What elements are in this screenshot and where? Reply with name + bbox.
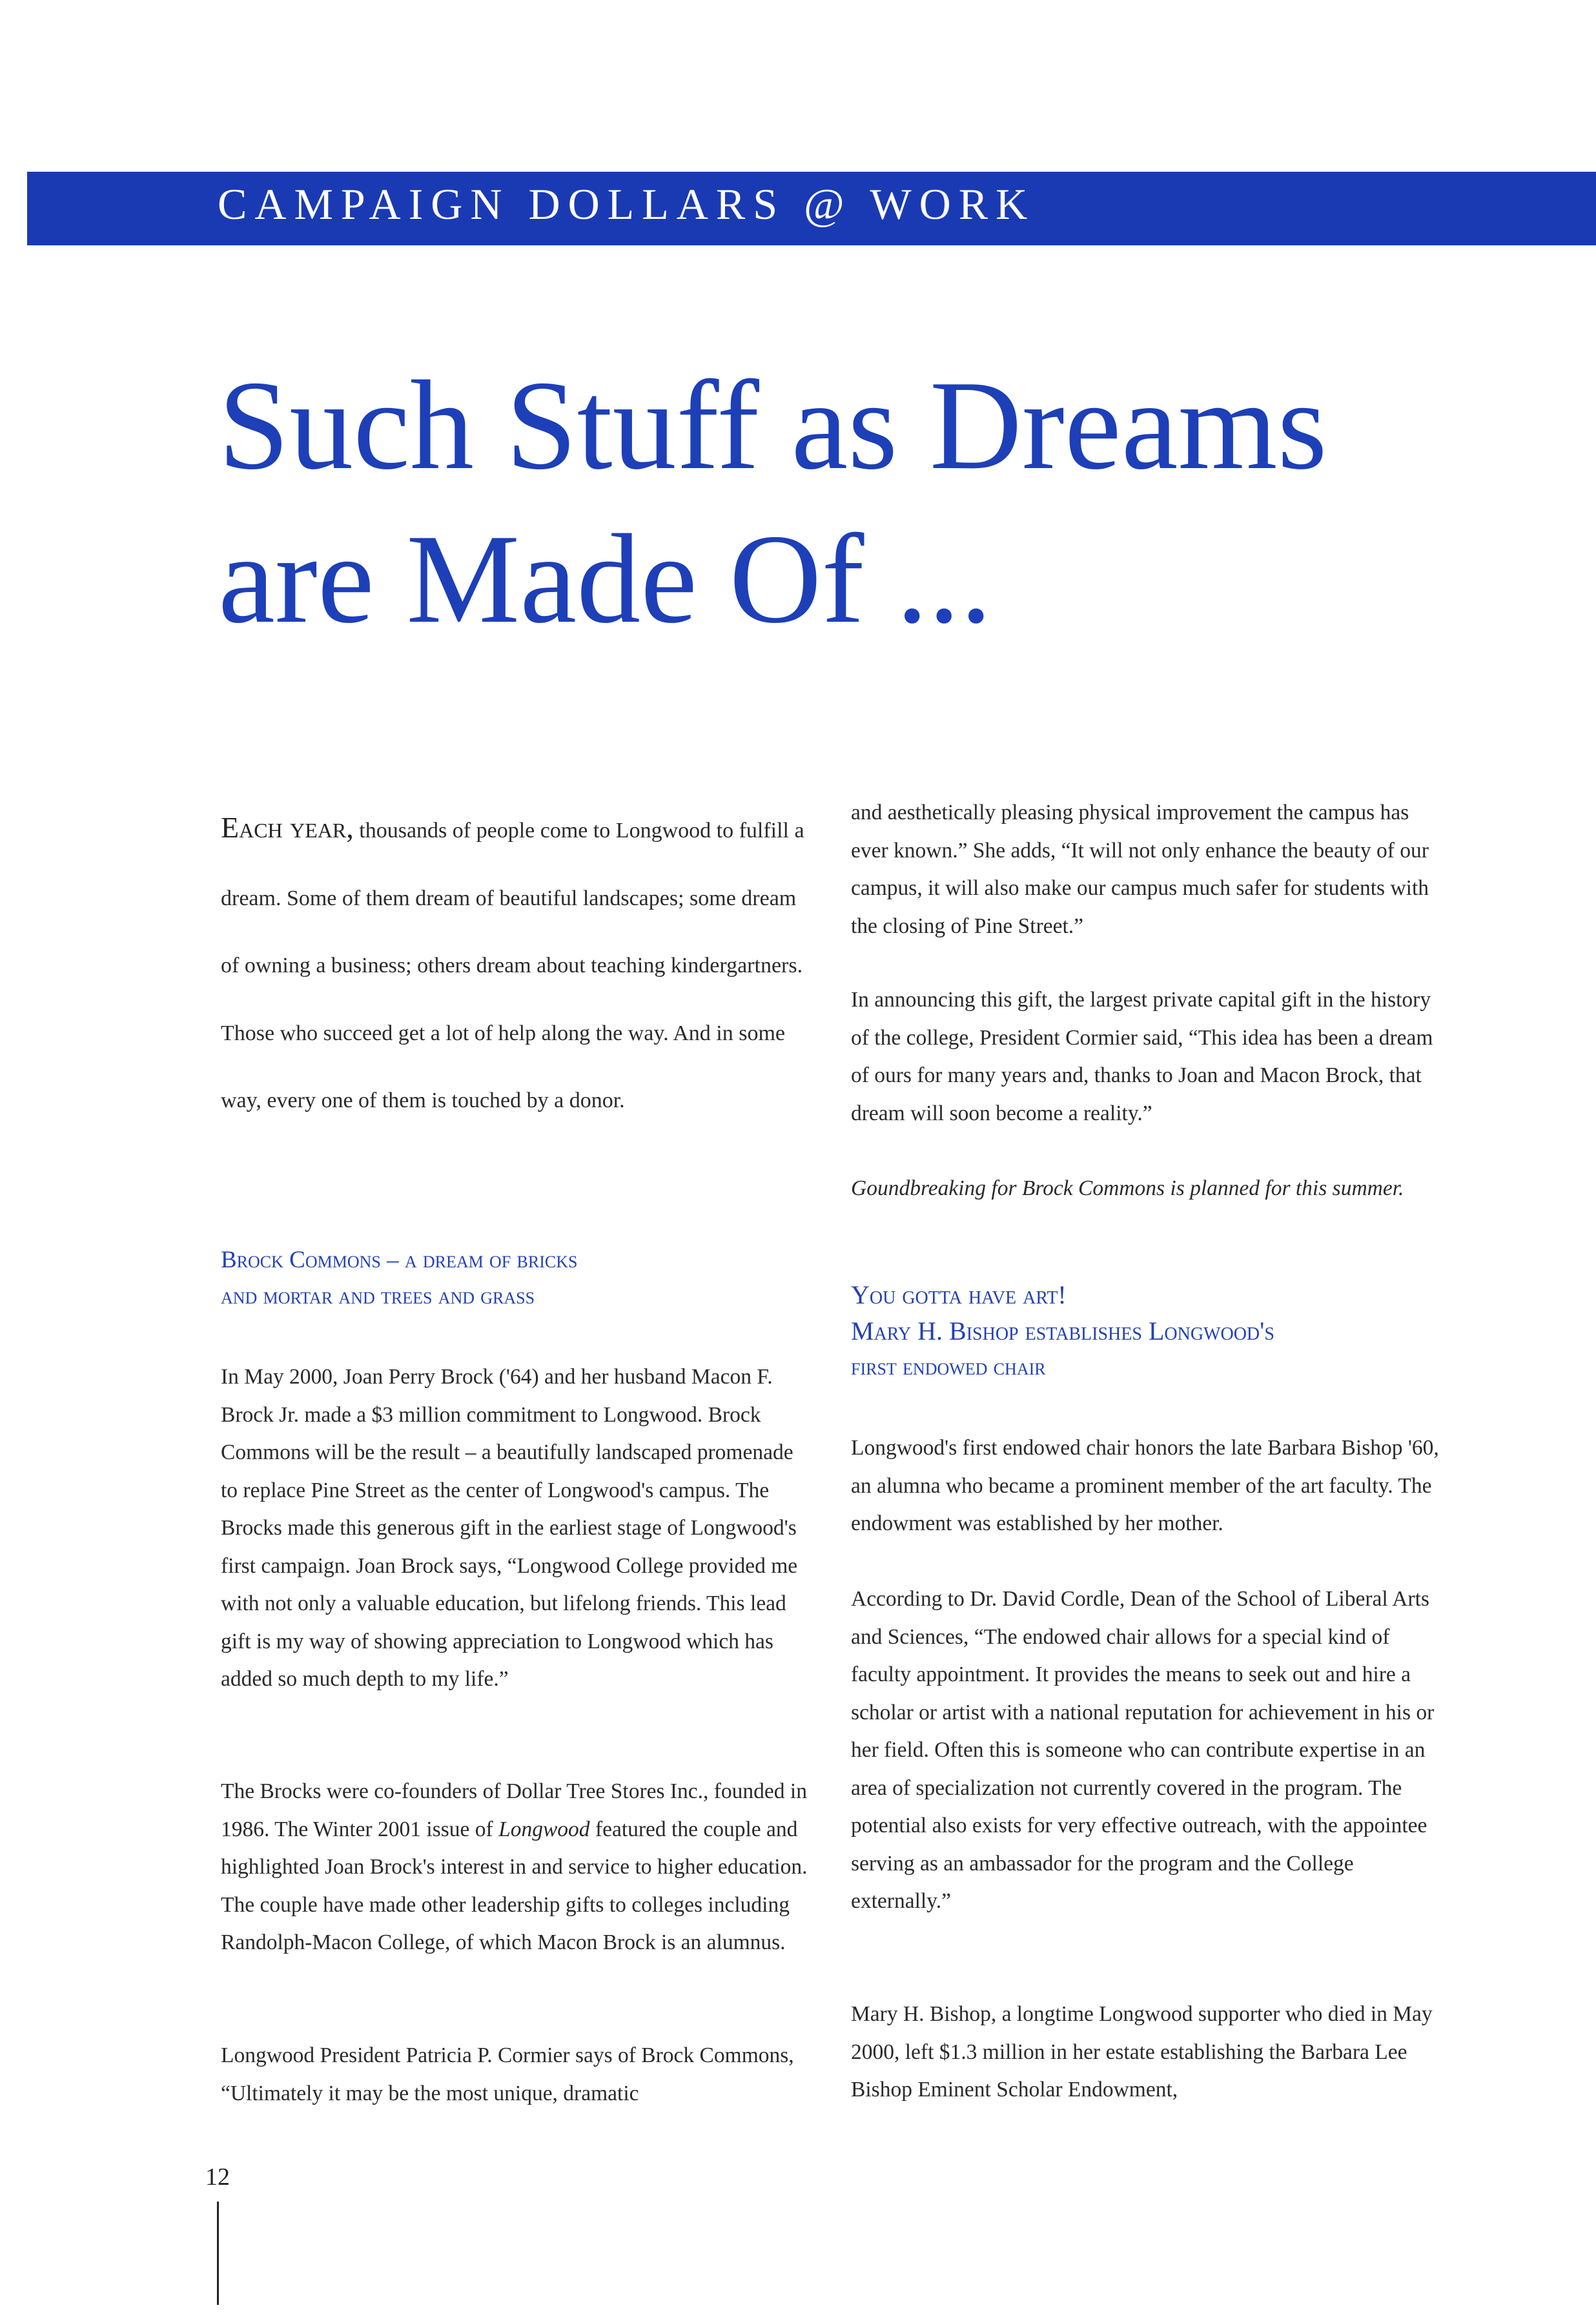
section-banner-title: CAMPAIGN DOLLARS @ WORK bbox=[218, 179, 1036, 229]
art-heading-line-1: You gotta have art! bbox=[851, 1280, 1067, 1309]
brock-p2-after: featured the couple and highlighted Joan Brock's interest in and service to higher education. The couple have made other leadership gifts to colleges including Randolph-Macon College, of which Macon Brock is an alumnus. bbox=[221, 1817, 808, 1954]
brock-paragraph-2 bbox=[221, 1773, 815, 1962]
brock-paragraph-3: Longwood President Patricia P. Cormier says of Brock Commons, “Ultimately it may be the most unique, dramatic bbox=[221, 2043, 794, 2105]
intro-lead: Each year, bbox=[221, 811, 354, 844]
art-paragraph-3: Mary H. Bishop, a longtime Longwood supporter who died in May 2000, left $1.3 million in her estate establishing the Barbara Lee Bishop Eminent Scholar Endowment, bbox=[851, 2002, 1433, 2102]
art-heading-line-2: Mary H. Bishop establishes Longwood's bbox=[851, 1316, 1274, 1345]
intro-text: thousands of people come to Longwood to fulfill a dream. Some of them dream of beautiful landscapes; some dream of owning a business; others dream about teaching kindergartners. Those who succeed get a lot of help along the way. And in some way, every one of them is touched by a donor. bbox=[221, 819, 804, 1112]
intro-paragraph bbox=[221, 794, 815, 1135]
page-number: 12 bbox=[205, 2164, 230, 2191]
article-title-line-1: Such Stuff as Dreams bbox=[218, 354, 1327, 496]
right-paragraph-2: In announcing this gift, the largest private capital gift in the history of the college, President Cormier said, “This idea has been a dream of ours for many years and, thanks to Joan and Macon Brock, that dream will soon become a reality.” bbox=[851, 988, 1433, 1125]
brock-commons-heading bbox=[221, 1242, 815, 1315]
brock-heading-line-2: and mortar and trees and grass bbox=[221, 1283, 535, 1309]
article-title bbox=[218, 349, 1445, 655]
groundbreaking-note: Goundbreaking for Brock Commons is planned for this summer. bbox=[851, 1176, 1404, 1200]
brock-p2-before: The Brocks were co-founders of Dollar Tree Stores Inc., founded in 1986. The Winter 2001 issue of bbox=[221, 1779, 807, 1841]
magazine-name: Longwood bbox=[498, 1817, 590, 1841]
brock-heading-line-1: Brock Commons – a dream of bricks bbox=[221, 1247, 578, 1273]
section-banner bbox=[27, 172, 1596, 245]
brock-paragraph-1: In May 2000, Joan Perry Brock ('64) and her husband Macon F. Brock Jr. made a $3 million commitment to Longwood. Brock Commons will be the result – a beautifully landscaped promenade to replace Pine Street as the center of Longwood's campus. The Brocks made this generous gift in the earliest stage of Longwood's first campaign. Joan Brock says, “Longwood College provided me with not only a valuable education, but lifelong friends. This lead gift is my way of showing appreciation to Longwood which has added so much depth to my life.” bbox=[221, 1365, 798, 1691]
footer-rule bbox=[217, 2202, 219, 2305]
article-title-line-2: are Made Of ... bbox=[218, 507, 992, 650]
right-paragraph-1: and aesthetically pleasing physical improvement the campus has ever known.” She adds, “It will not only enhance the beauty of our campus, it will also make our campus much safer for students with the closing of Pine Street.” bbox=[851, 801, 1429, 938]
art-paragraph-1: Longwood's first endowed chair honors the late Barbara Bishop '60, an alumna who became a prominent member of the art faculty. The endowment was established by her mother. bbox=[851, 1436, 1439, 1535]
art-heading bbox=[851, 1277, 1445, 1386]
art-paragraph-2: According to Dr. David Cordle, Dean of the School of Liberal Arts and Sciences, “The endowed chair allows for a special kind of faculty appointment. It provides the means to seek out and hire a scholar or artist with a national reputation for achievement in his or her field. Often this is someone who can contribute expertise in an area of specialization not currently covered in the program. The potential also exists for very effective outreach, with the appointee serving as an ambassador for the program and the College externally.” bbox=[851, 1587, 1435, 1913]
art-heading-line-3: first endowed chair bbox=[851, 1354, 1046, 1380]
